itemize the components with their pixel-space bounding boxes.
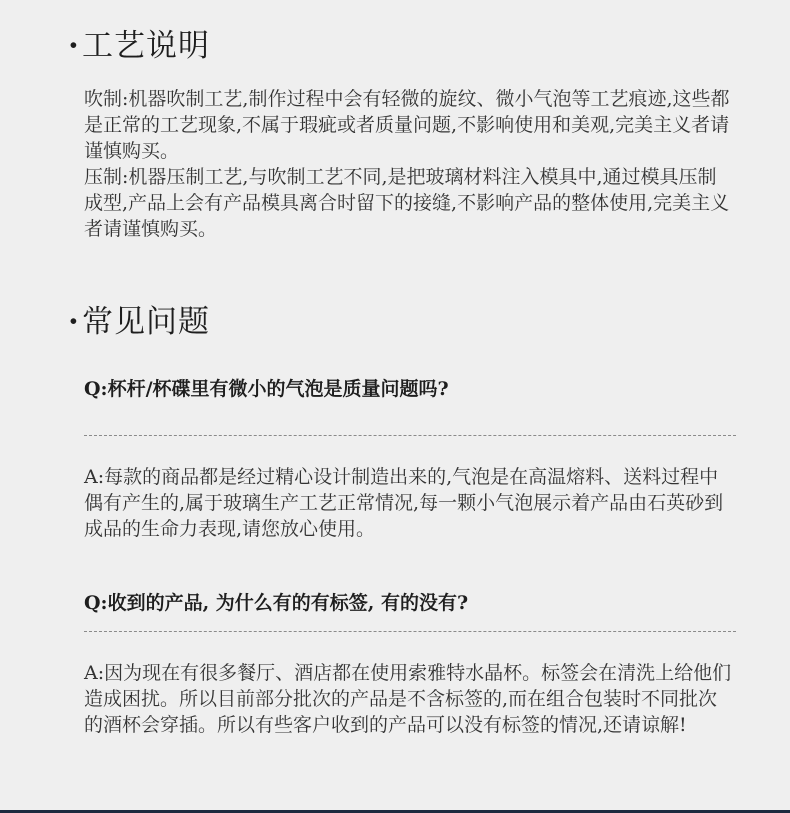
craft-section-title [68,26,210,66]
faq-answer-2: A:因为现在有很多餐厅、酒店都在使用索雅特水晶杯。标签会在清洗上给他们造成困扰。所以目前部分批次的产品是不含标签的,而在组合包装时不同批次的酒杯会穿插。所以有些客户收到的产品可以没有标签的情况,还请谅解! [84,662,732,736]
bullet-dot: · [68,28,80,64]
faq-divider-1 [84,435,736,436]
faq-title-text: 常见问题 [82,304,210,340]
faq-divider-2 [84,631,736,632]
faq-section-title [68,302,210,342]
faq-answer-1: A:每款的商品都是经过精心设计制造出来的,气泡是在高温熔料、送料过程中偶有产生的,属于玻璃生产工艺正常情况,每一颗小气泡展示着产品由石英砂到成品的生命力表现,请您放心使用。 [84,466,724,540]
blown-process-description: 吹制:机器吹制工艺,制作过程中会有轻微的旋纹、微小气泡等工艺痕迹,这些都是正常的工艺现象,不属于瑕疵或者质量问题,不影响使用和美观,完美主义者请谨慎购买。 [84,88,730,162]
bullet-dot: · [68,304,80,340]
faq-question-2: Q:收到的产品, 为什么有的有标签, 有的没有? [84,592,469,614]
pressed-process-description: 压制:机器压制工艺,与吹制工艺不同,是把玻璃材料注入模具中,通过模具压制成型,产品上会有产品模具离合时留下的接缝,不影响产品的整体使用,完美主义者请谨慎购买。 [84,166,730,240]
craft-title-text: 工艺说明 [82,28,210,64]
faq-question-1: Q:杯杆/杯碟里有微小的气泡是质量问题吗? [84,378,449,400]
